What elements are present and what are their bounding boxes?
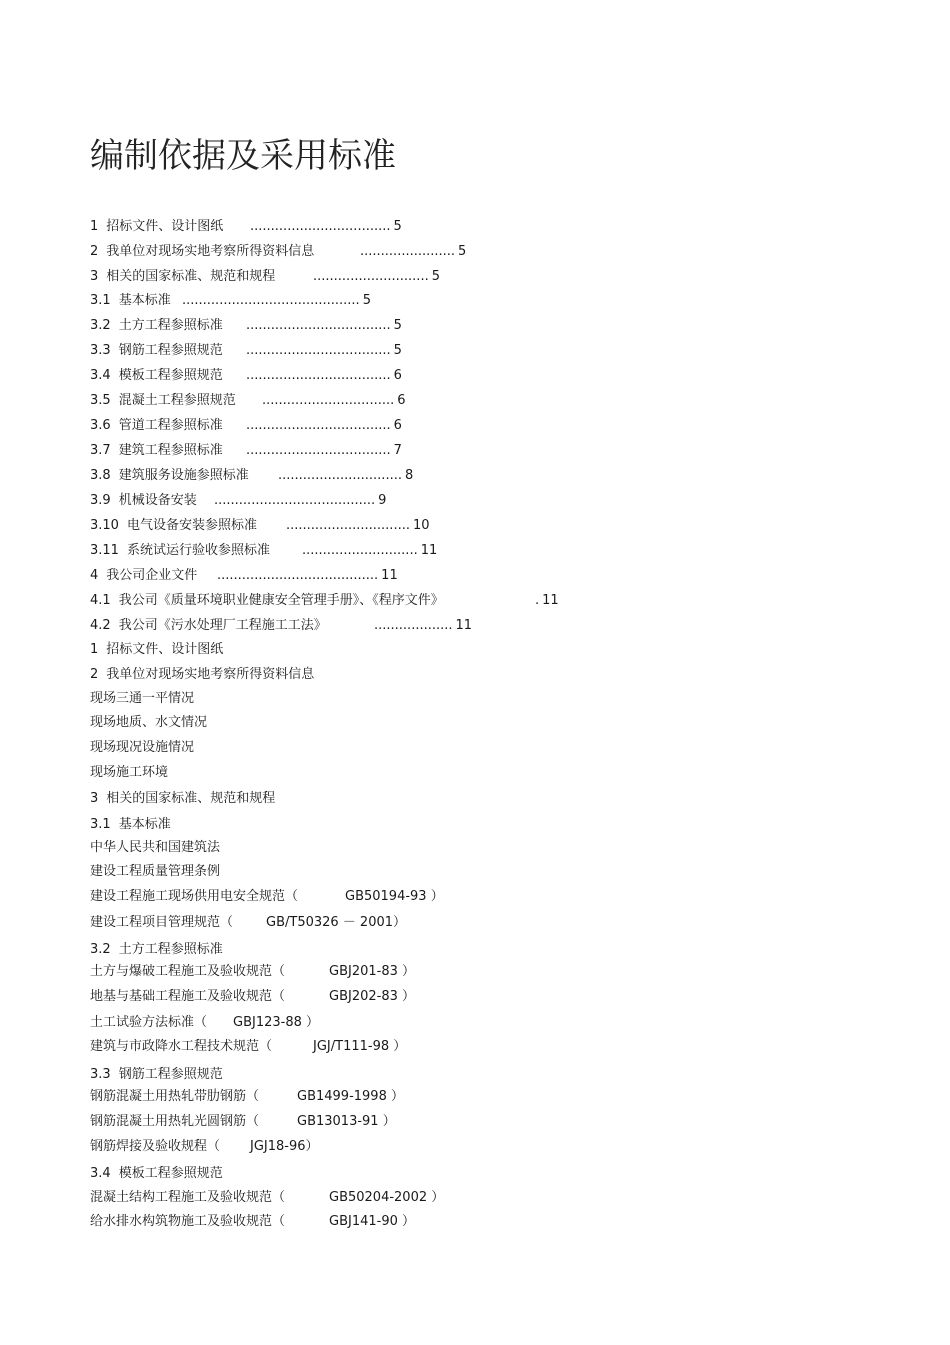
body-line [90, 988, 285, 1006]
standard-code-text: JGJ/T111-98 ） [313, 1039, 407, 1054]
toc-page-number: 5 [458, 244, 467, 259]
toc-entry [90, 517, 257, 535]
standard-code [329, 963, 415, 981]
body-text: 给水排水构筑物施工及验收规范（ [90, 1214, 286, 1229]
toc-page-number: 5 [431, 269, 440, 284]
toc-dot-leader: .............................. [286, 518, 410, 533]
section-number: 3 [90, 791, 99, 806]
section-title: 基本标准 [118, 817, 171, 832]
body-line [90, 1038, 272, 1056]
toc-entry-title: 我公司企业文件 [106, 568, 198, 583]
standard-code [329, 988, 415, 1006]
toc-entry-title: 模板工程参照规范 [118, 368, 223, 383]
standard-code-text: GB50204-2002 ） [329, 1190, 445, 1205]
section-title: 我单位对现场实地考察所得资料信息 [106, 667, 315, 682]
body-line [90, 764, 168, 782]
body-text: 中华人民共和国建筑法 [90, 840, 221, 855]
toc-entry-number: 3.8 [90, 468, 111, 483]
toc-entry [90, 617, 327, 635]
body-text: 钢筋混凝土用热轧带肋钢筋（ [90, 1089, 260, 1104]
toc-dot-leader: .............................. [278, 468, 402, 483]
toc-entry-number: 3 [90, 269, 99, 284]
toc-page-number: 5 [393, 343, 402, 358]
toc-entry-title: 我公司《质量环境职业健康安全管理手册》、《程序文件》 [118, 593, 444, 608]
section-number: 3.4 [90, 1166, 111, 1181]
body-line [90, 1113, 259, 1131]
standard-code [297, 1113, 396, 1131]
standard-code [345, 888, 444, 906]
body-line [90, 1014, 207, 1032]
body-line [90, 739, 194, 757]
body-line [90, 1088, 259, 1106]
section-number: 3.3 [90, 1067, 111, 1082]
toc-entry-title: 机械设备安装 [118, 493, 197, 508]
body-line [90, 914, 233, 932]
toc-entry [90, 317, 223, 335]
section-number: 1 [90, 642, 99, 657]
toc-page-number: 7 [393, 443, 402, 458]
toc-dot-leader: ................................... [246, 318, 391, 333]
standard-code [233, 1014, 319, 1032]
toc-entry [90, 542, 270, 560]
toc-entry-leader [214, 492, 386, 510]
section-heading [90, 1165, 223, 1183]
toc-entry-leader [374, 617, 472, 635]
toc-entry-leader [250, 218, 402, 236]
body-line [90, 888, 298, 906]
toc-entry-leader [182, 292, 371, 310]
toc-dot-leader: ................................... [246, 418, 391, 433]
toc-entry-number: 3.3 [90, 343, 111, 358]
toc-dot-leader: ........................................... [182, 293, 360, 308]
body-line [90, 863, 220, 881]
toc-entry-number: 3.5 [90, 393, 111, 408]
body-text: 建设工程项目管理规范（ [90, 915, 234, 930]
section-title: 土方工程参照标准 [118, 942, 223, 957]
toc-entry-title: 相关的国家标准、规范和规程 [106, 269, 276, 284]
body-line [90, 714, 207, 732]
toc-entry [90, 367, 223, 385]
toc-entry-title: 混凝土工程参照规范 [118, 393, 236, 408]
standard-code [313, 1038, 406, 1056]
toc-entry-number: 4 [90, 568, 99, 583]
section-title: 钢筋工程参照规范 [118, 1067, 223, 1082]
toc-entry [90, 268, 275, 286]
body-text: 混凝土结构工程施工及验收规范（ [90, 1190, 286, 1205]
section-heading [90, 790, 275, 808]
toc-entry-title: 土方工程参照标准 [118, 318, 223, 333]
toc-entry [90, 592, 444, 610]
standard-code [329, 1189, 444, 1207]
toc-page-number: 8 [404, 468, 414, 483]
toc-entry-number: 3.10 [90, 518, 119, 533]
toc-entry-leader [246, 442, 402, 460]
toc-dot-leader: ....................... [360, 244, 456, 259]
standard-code [297, 1088, 404, 1106]
standard-code-text: GBJ123-88 ） [233, 1015, 320, 1030]
standard-code-text: JGJ18-96） [250, 1139, 319, 1154]
toc-page-number: 11 [420, 543, 438, 558]
toc-entry [90, 417, 223, 435]
toc-page-number: 6 [393, 368, 402, 383]
toc-entry-title: 系统试运行验收参照标准 [126, 543, 270, 558]
toc-entry-leader [278, 467, 413, 485]
toc-entry-leader [217, 567, 398, 585]
section-title: 招标文件、设计图纸 [106, 642, 224, 657]
body-text: 钢筋焊接及验收规程（ [90, 1139, 221, 1154]
toc-entry-leader [262, 392, 406, 410]
toc-entry-title: 基本标准 [118, 293, 171, 308]
section-title: 相关的国家标准、规范和规程 [106, 791, 276, 806]
section-heading [90, 941, 223, 959]
body-text: 现场施工环境 [90, 765, 169, 780]
toc-entry-title: 我公司《污水处理厂工程施工工法》 [118, 618, 327, 633]
toc-entry-number: 3.1 [90, 293, 111, 308]
toc-page-number: 11 [455, 618, 473, 633]
body-text: 土方与爆破工程施工及验收规范（ [90, 964, 286, 979]
toc-entry-number: 3.4 [90, 368, 111, 383]
toc-entry [90, 292, 171, 310]
body-line [90, 963, 285, 981]
toc-entry-leader [246, 317, 402, 335]
body-text: 建筑与市政降水工程技术规范（ [90, 1039, 273, 1054]
toc-page-number: 11 [542, 593, 559, 608]
page-title: 编制依据及采用标准 [90, 136, 396, 176]
toc-entry-number: 1 [90, 219, 99, 234]
toc-dot-leader: ....................................... [217, 568, 379, 583]
body-text: 现场地质、水文情况 [90, 715, 208, 730]
toc-entry-title: 建筑工程参照标准 [118, 443, 223, 458]
toc-entry-number: 3.6 [90, 418, 111, 433]
toc-entry-number: 4.2 [90, 618, 111, 633]
standard-code-text: GB13013-91 ） [297, 1114, 396, 1129]
toc-dot-leader: ................................... [246, 368, 391, 383]
toc-page-number: 10 [412, 518, 430, 533]
toc-entry-leader [246, 342, 402, 360]
toc-entry-leader [246, 417, 402, 435]
toc-entry-leader [535, 592, 559, 610]
toc-entry-number: 3.9 [90, 493, 111, 508]
standard-code [250, 1138, 319, 1156]
section-heading [90, 641, 223, 659]
toc-entry-leader [246, 367, 402, 385]
body-line [90, 1189, 285, 1207]
toc-entry [90, 243, 314, 261]
standard-code-text: GB1499-1998 ） [297, 1089, 404, 1104]
standard-code [329, 1213, 415, 1231]
toc-entry-number: 2 [90, 244, 99, 259]
section-number: 3.2 [90, 942, 111, 957]
section-heading [90, 666, 314, 684]
toc-dot-leader: . [535, 593, 540, 608]
toc-entry-number: 4.1 [90, 593, 111, 608]
body-text: 建设工程施工现场供用电安全规范（ [90, 889, 299, 904]
toc-entry-title: 钢筋工程参照规范 [118, 343, 223, 358]
toc-dot-leader: ............................ [302, 543, 418, 558]
toc-entry [90, 218, 223, 236]
toc-dot-leader: ............................ [313, 269, 429, 284]
toc-entry-title: 建筑服务设施参照标准 [118, 468, 249, 483]
toc-entry [90, 492, 197, 510]
toc-page-number: 6 [393, 418, 402, 433]
toc-page-number: 5 [393, 219, 402, 234]
toc-entry-leader [313, 268, 440, 286]
standard-code [266, 914, 406, 932]
toc-page-number: 5 [362, 293, 371, 308]
toc-entry-title: 招标文件、设计图纸 [106, 219, 224, 234]
toc-dot-leader: ....................................... [214, 493, 376, 508]
toc-entry-leader [360, 243, 466, 261]
toc-page-number: 9 [378, 493, 387, 508]
toc-page-number: 6 [397, 393, 406, 408]
section-number: 3.1 [90, 817, 111, 832]
section-heading [90, 1066, 223, 1084]
toc-dot-leader: .................................. [250, 219, 391, 234]
toc-dot-leader: ................... [374, 618, 453, 633]
toc-page-number: 11 [381, 568, 398, 583]
toc-dot-leader: ................................... [246, 443, 391, 458]
toc-entry [90, 567, 197, 585]
standard-code-text: GB/T50326 － 2001） [266, 915, 407, 930]
body-line [90, 690, 194, 708]
toc-page-number: 5 [393, 318, 402, 333]
standard-code-text: GB50194-93 ） [345, 889, 444, 904]
toc-entry-title: 我单位对现场实地考察所得资料信息 [106, 244, 315, 259]
section-number: 2 [90, 667, 99, 682]
toc-entry [90, 342, 223, 360]
body-line [90, 1213, 285, 1231]
body-text: 现场现况设施情况 [90, 740, 195, 755]
body-line [90, 1138, 220, 1156]
toc-dot-leader: ................................... [246, 343, 391, 358]
body-text: 土工试验方法标准（ [90, 1015, 208, 1030]
section-heading [90, 816, 171, 834]
standard-code-text: GBJ141-90 ） [329, 1214, 416, 1229]
toc-entry-number: 3.7 [90, 443, 111, 458]
toc-entry-leader [286, 517, 430, 535]
section-title: 模板工程参照规范 [118, 1166, 223, 1181]
body-text: 地基与基础工程施工及验收规范（ [90, 989, 286, 1004]
body-line [90, 839, 220, 857]
toc-entry-number: 3.2 [90, 318, 111, 333]
body-text: 建设工程质量管理条例 [90, 864, 221, 879]
toc-entry [90, 442, 223, 460]
toc-entry [90, 392, 236, 410]
toc-dot-leader: ................................ [262, 393, 395, 408]
body-text: 钢筋混凝土用热轧光圆钢筋（ [90, 1114, 260, 1129]
toc-entry-title: 管道工程参照标准 [118, 418, 223, 433]
toc-entry-title: 电气设备安装参照标准 [126, 518, 257, 533]
toc-entry-leader [302, 542, 437, 560]
standard-code-text: GBJ202-83 ） [329, 989, 416, 1004]
standard-code-text: GBJ201-83 ） [329, 964, 416, 979]
body-text: 现场三通一平情况 [90, 691, 195, 706]
toc-entry-number: 3.11 [90, 543, 119, 558]
toc-entry [90, 467, 249, 485]
